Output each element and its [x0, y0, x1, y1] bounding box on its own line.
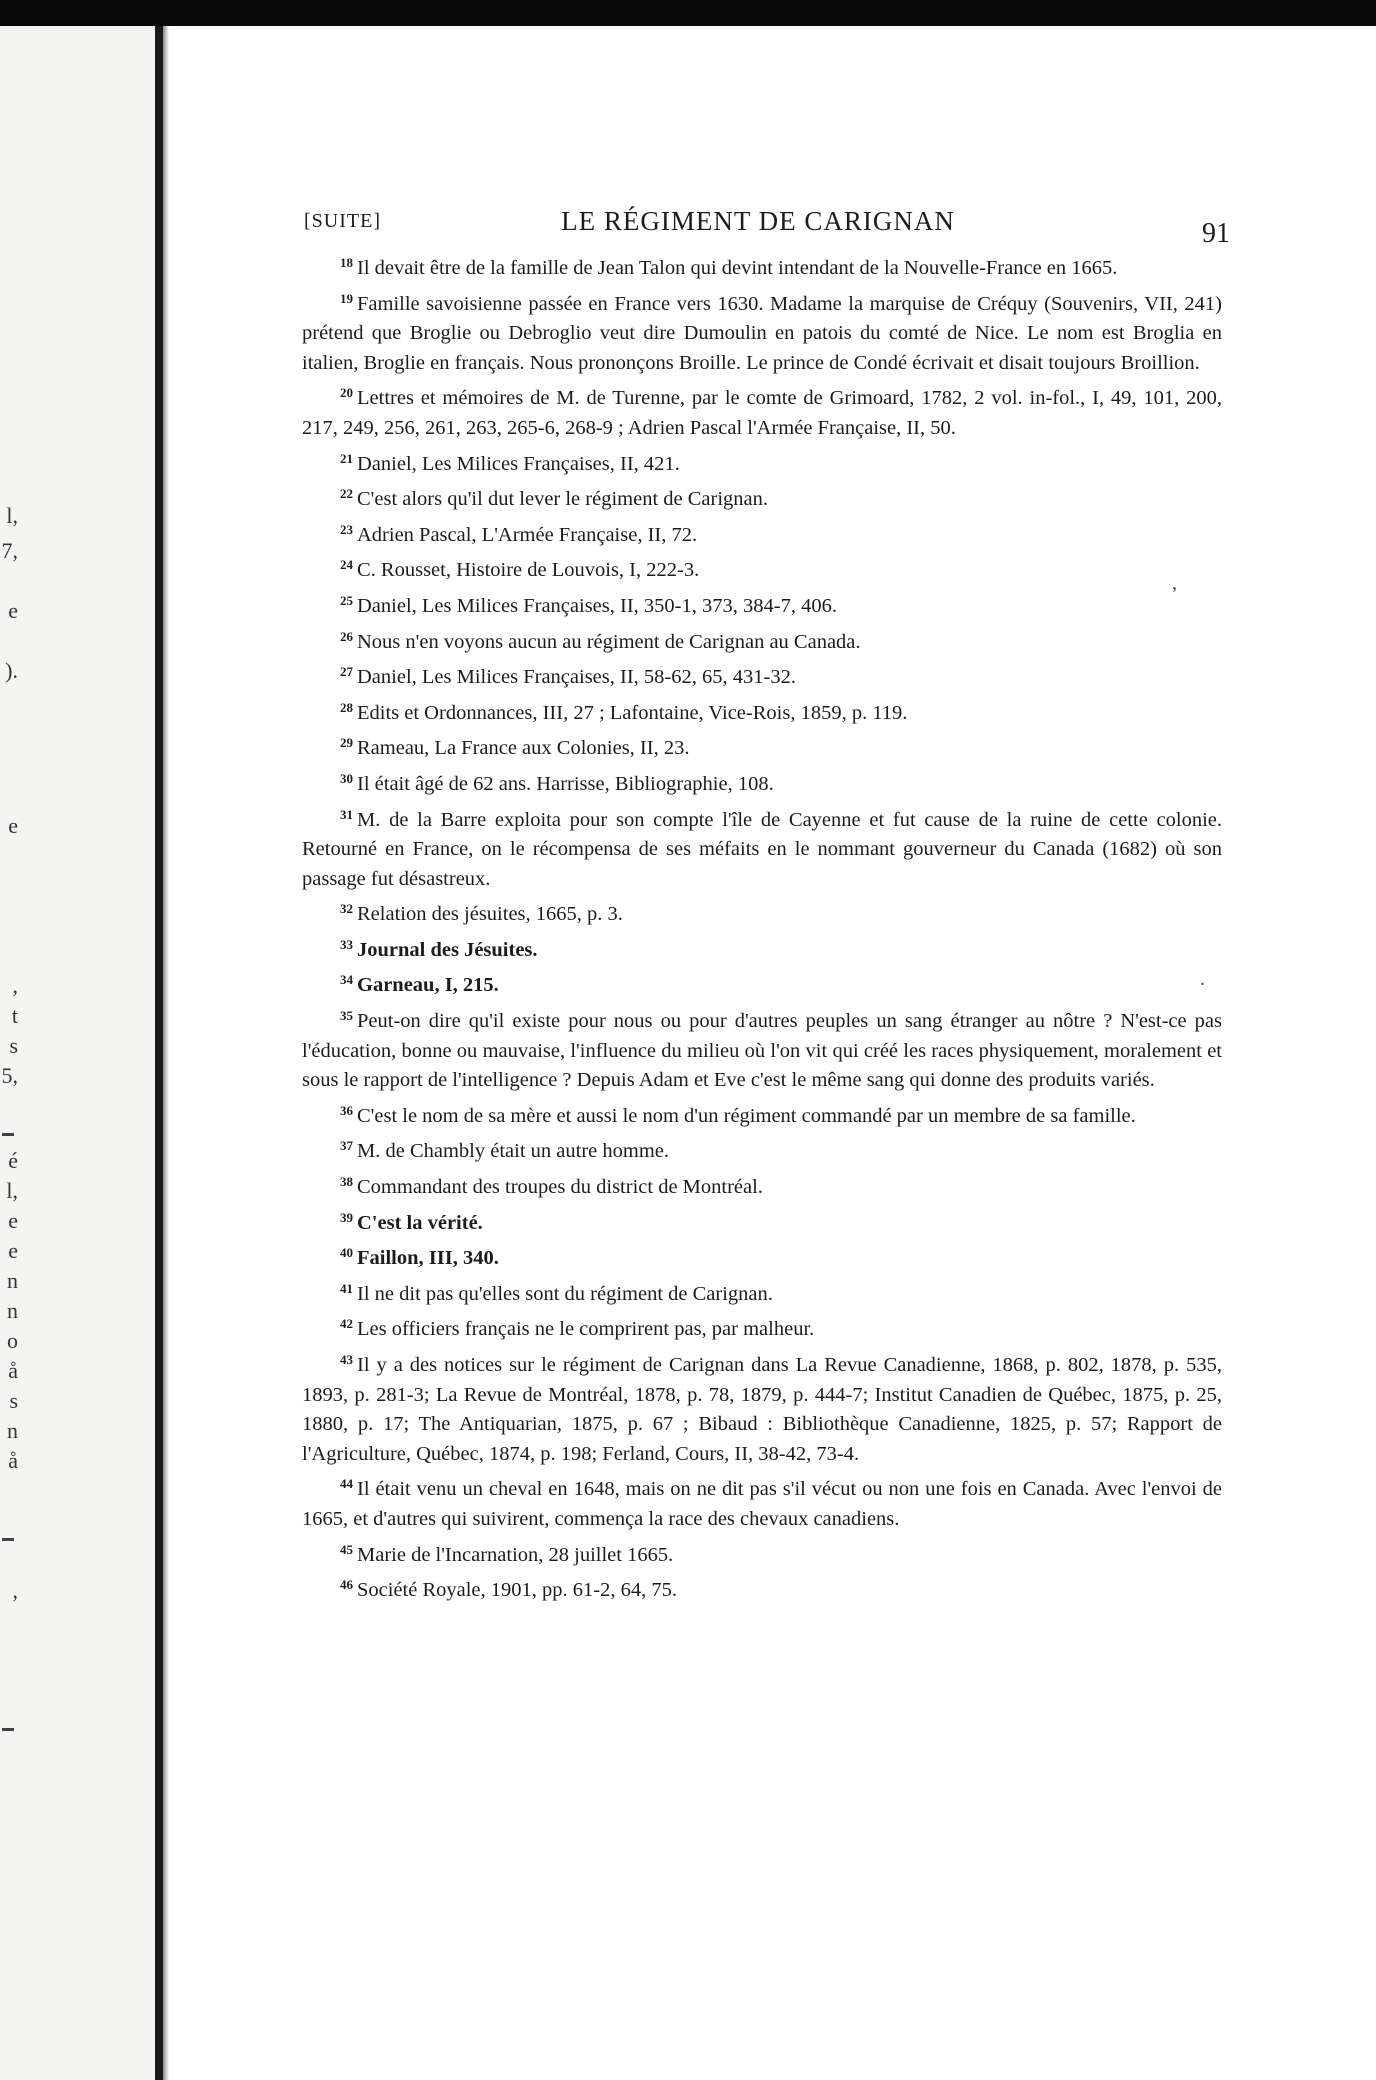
- book-spine: [155, 26, 163, 2080]
- footnote-text: Il était âgé de 62 ans. Harrisse, Bibliographie, 108.: [357, 772, 774, 795]
- footnote-number: 30: [340, 770, 353, 786]
- footnote-number: 45: [340, 1541, 353, 1557]
- footnote: [302, 1131, 1222, 1167]
- footnote-text: Faillon, III, 340.: [357, 1247, 499, 1270]
- footnote: [302, 515, 1222, 551]
- edge-fragment: å: [8, 1358, 18, 1383]
- footnote: [302, 444, 1222, 480]
- footnote: [302, 657, 1222, 693]
- stray-mark: ,: [1172, 572, 1177, 594]
- footnote-text: M. de Chambly était un autre homme.: [357, 1140, 669, 1163]
- footnote-number: 44: [340, 1476, 353, 1492]
- footnote-text: Peut-on dire qu'il existe pour nous ou pour d'autres peuples un sang étranger au nôtre ? N'est-ce pas l'éducation, bonne ou mauvaise, l'influence du milieu où l'on vit qui créé les races physiquement, moralement et sous le rapport de l'intelligence ? Depuis Adam et Eve c'est le même sang qui donne des produits variés.: [302, 1010, 1222, 1092]
- footnote: [302, 1309, 1222, 1345]
- footnote-text: Edits et Ordonnances, III, 27 ; Lafontaine, Vice-Rois, 1859, p. 119.: [357, 701, 908, 724]
- footnote-number: 19: [340, 290, 353, 306]
- footnote-text: Société Royale, 1901, pp. 61-2, 64, 75.: [357, 1579, 677, 1602]
- facing-page-fragments: [0, 0, 20, 2080]
- footnote-number: 24: [340, 557, 353, 573]
- footnote-text: Lettres et mémoires de M. de Turenne, par le comte de Grimoard, 1782, 2 vol. in-fol., I, 49, 101, 200, 217, 249, 256, 261, 263, 265-6, 268-9 ; Adrien Pascal l'Armée Française, II, 50.: [302, 387, 1222, 439]
- edge-fragment: e: [8, 1238, 18, 1263]
- edge-fragment: l,: [6, 503, 18, 528]
- footnote: [302, 1570, 1222, 1606]
- footnote-number: 28: [340, 699, 353, 715]
- footnote: [302, 894, 1222, 930]
- footnote: [302, 1274, 1222, 1310]
- footnote-number: 36: [340, 1102, 353, 1118]
- edge-fragment: é: [8, 1148, 18, 1173]
- header-continuation: [SUITE]: [304, 210, 381, 232]
- edge-fragment: å: [8, 1448, 18, 1473]
- footnote-text: Commandant des troupes du district de Montréal.: [357, 1176, 763, 1199]
- footnote: [302, 1203, 1222, 1239]
- footnote-text: Il devait être de la famille de Jean Talon qui devint intendant de la Nouvelle-France en 1665.: [357, 257, 1118, 279]
- footnote-text: Adrien Pascal, L'Armée Française, II, 72.: [357, 523, 698, 546]
- edge-fragment: ).: [5, 658, 18, 683]
- edge-fragment: e: [8, 1208, 18, 1233]
- edge-fragment: n: [7, 1298, 18, 1323]
- footnote-text: Daniel, Les Milices Françaises, II, 421.: [357, 452, 680, 475]
- footnote: [302, 479, 1222, 515]
- footnote-text: Il était venu un cheval en 1648, mais on ne dit pas s'il vécut ou non une fois en Canada. Avec l'envoi de 1665, et d'autres qui suivirent, commença la race des chevaux canadiens.: [302, 1478, 1222, 1530]
- footnote-number: 33: [340, 936, 353, 952]
- book-page: [288, 200, 1228, 1840]
- footnote-number: 43: [340, 1352, 353, 1367]
- footnote-text: C'est alors qu'il dut lever le régiment de Carignan.: [357, 488, 769, 511]
- footnote-number: 38: [340, 1174, 353, 1190]
- footnote-number: 39: [340, 1209, 353, 1225]
- footnote: [302, 693, 1222, 729]
- footnote-number: 25: [340, 592, 353, 608]
- footnote-text: Il ne dit pas qu'elles sont du régiment de Carignan.: [357, 1282, 773, 1305]
- footnote-text: Rameau, La France aux Colonies, II, 23.: [357, 737, 690, 760]
- facing-page-edge: [0, 26, 155, 2080]
- edge-fragment: 7,: [1, 538, 18, 563]
- edge-fragment: n: [7, 1418, 18, 1443]
- edge-fragment: n: [7, 1268, 18, 1293]
- spine-shadow: [163, 26, 169, 2080]
- footnote-text: Daniel, Les Milices Françaises, II, 58-62, 65, 431-32.: [357, 666, 796, 689]
- footnote-text: C'est la vérité.: [357, 1211, 483, 1234]
- footnote-number: 20: [340, 385, 353, 401]
- footnote-text: C'est le nom de sa mère et aussi le nom d'un régiment commandé par un membre de sa famille.: [357, 1104, 1136, 1127]
- footnote: [302, 965, 1222, 1001]
- footnote: [302, 248, 1222, 284]
- edge-fragment: e: [8, 598, 18, 623]
- footnote: [302, 1167, 1222, 1203]
- footnote: [302, 1001, 1222, 1096]
- edge-dash: [2, 1728, 14, 1731]
- footnote-number: 22: [340, 486, 353, 502]
- edge-dash: [2, 1133, 14, 1136]
- footnote-text: Les officiers français ne le comprirent pas, par malheur.: [357, 1318, 815, 1341]
- footnote-number: 40: [340, 1245, 353, 1261]
- footnote-text: Relation des jésuites, 1665, p. 3.: [357, 903, 623, 926]
- edge-fragment: ,: [12, 1578, 18, 1603]
- footnote-number: 41: [340, 1280, 353, 1296]
- footnote: [302, 1469, 1222, 1534]
- footnote: [302, 586, 1222, 622]
- edge-fragment: l,: [6, 1178, 18, 1203]
- edge-fragment: s: [9, 1033, 18, 1058]
- edge-fragment: 5,: [1, 1063, 18, 1088]
- footnote-number: 18: [340, 255, 353, 270]
- footnote-text: Il y a des notices sur le régiment de Carignan dans La Revue Canadienne, 1868, p. 802, 1878, p. 535, 1893, p. 281-3; La Revue de Montréal, 1878, p. 78, 1879, p. 444-7; Institut Canadien de Québec, 1875, p. 25, 1880, p. 17; The Antiquarian, 1875, p. 67 ; Bibaud : Bibliothèque Canadienne, 1825, p. 57; Rapport de l'Agriculture, Québec, 1874, p. 198; Ferland, Cours, II, 38-42, 73-4.: [302, 1354, 1222, 1465]
- footnote-number: 27: [340, 664, 353, 680]
- page-title: LE RÉGIMENT DE CARIGNAN: [561, 206, 955, 236]
- footnote: [302, 1535, 1222, 1571]
- footnote-text: Garneau, I, 215.: [357, 974, 499, 997]
- footnote-number: 46: [340, 1577, 353, 1593]
- footnote-number: 26: [340, 628, 353, 644]
- footnote: [302, 1238, 1222, 1274]
- footnote: [302, 550, 1222, 586]
- page-number: 91: [1202, 218, 1230, 249]
- footnote-number: 42: [340, 1316, 353, 1332]
- edge-fragment: ,: [12, 973, 18, 998]
- footnote: [302, 622, 1222, 658]
- footnote-text: M. de la Barre exploita pour son compte l'île de Cayenne et fut cause de la ruine de cette colonie. Retourné en France, on le récompensa de ses méfaits en le nommant gouverneur du Canada (1682) où son passage fut désastreux.: [302, 808, 1222, 890]
- footnote: [302, 284, 1222, 379]
- footnote-number: 35: [340, 1008, 353, 1024]
- footnote-number: 31: [340, 806, 353, 822]
- edge-fragment: e: [8, 813, 18, 838]
- footnote-text: C. Rousset, Histoire de Louvois, I, 222-3.: [357, 559, 700, 582]
- edge-fragment: o: [7, 1328, 18, 1353]
- footnote-text: Daniel, Les Milices Françaises, II, 350-1, 373, 384-7, 406.: [357, 594, 837, 617]
- footnote-number: 21: [340, 450, 353, 466]
- footnote: [302, 378, 1222, 443]
- footnote-number: 29: [340, 735, 353, 751]
- edge-dash: [2, 1538, 14, 1541]
- footnote: [302, 764, 1222, 800]
- footnote-text: Famille savoisienne passée en France vers 1630. Madame la marquise de Créquy (Souvenirs, VII, 241) prétend que Broglie ou Debroglio veut dire Dumoulin en patois du comté de Nice. Le nom est Broglia en italien, Broglie en français. Nous prononçons Broille. Le prince de Condé écrivait et disait toujours Broillion.: [302, 292, 1222, 374]
- footnote: [302, 930, 1222, 966]
- running-header: [288, 200, 1230, 249]
- footnote: [302, 728, 1222, 764]
- footnote: [302, 800, 1222, 895]
- footnote-text: Nous n'en voyons aucun au régiment de Carignan au Canada.: [357, 630, 861, 653]
- footnote: [302, 1345, 1222, 1469]
- stray-mark: .: [1200, 968, 1205, 990]
- footnote-text: Journal des Jésuites.: [357, 938, 538, 961]
- footnotes-list: [302, 248, 1222, 1606]
- footnote-number: 37: [340, 1138, 353, 1154]
- footnote-number: 34: [340, 972, 353, 988]
- footnote-text: Marie de l'Incarnation, 28 juillet 1665.: [357, 1543, 674, 1566]
- footnote-number: 23: [340, 521, 353, 537]
- scan-top-border: [0, 0, 1376, 26]
- edge-fragment: s: [9, 1388, 18, 1413]
- footnote: [302, 1096, 1222, 1132]
- edge-fragment: t: [11, 1003, 18, 1028]
- footnote-number: 32: [340, 901, 353, 917]
